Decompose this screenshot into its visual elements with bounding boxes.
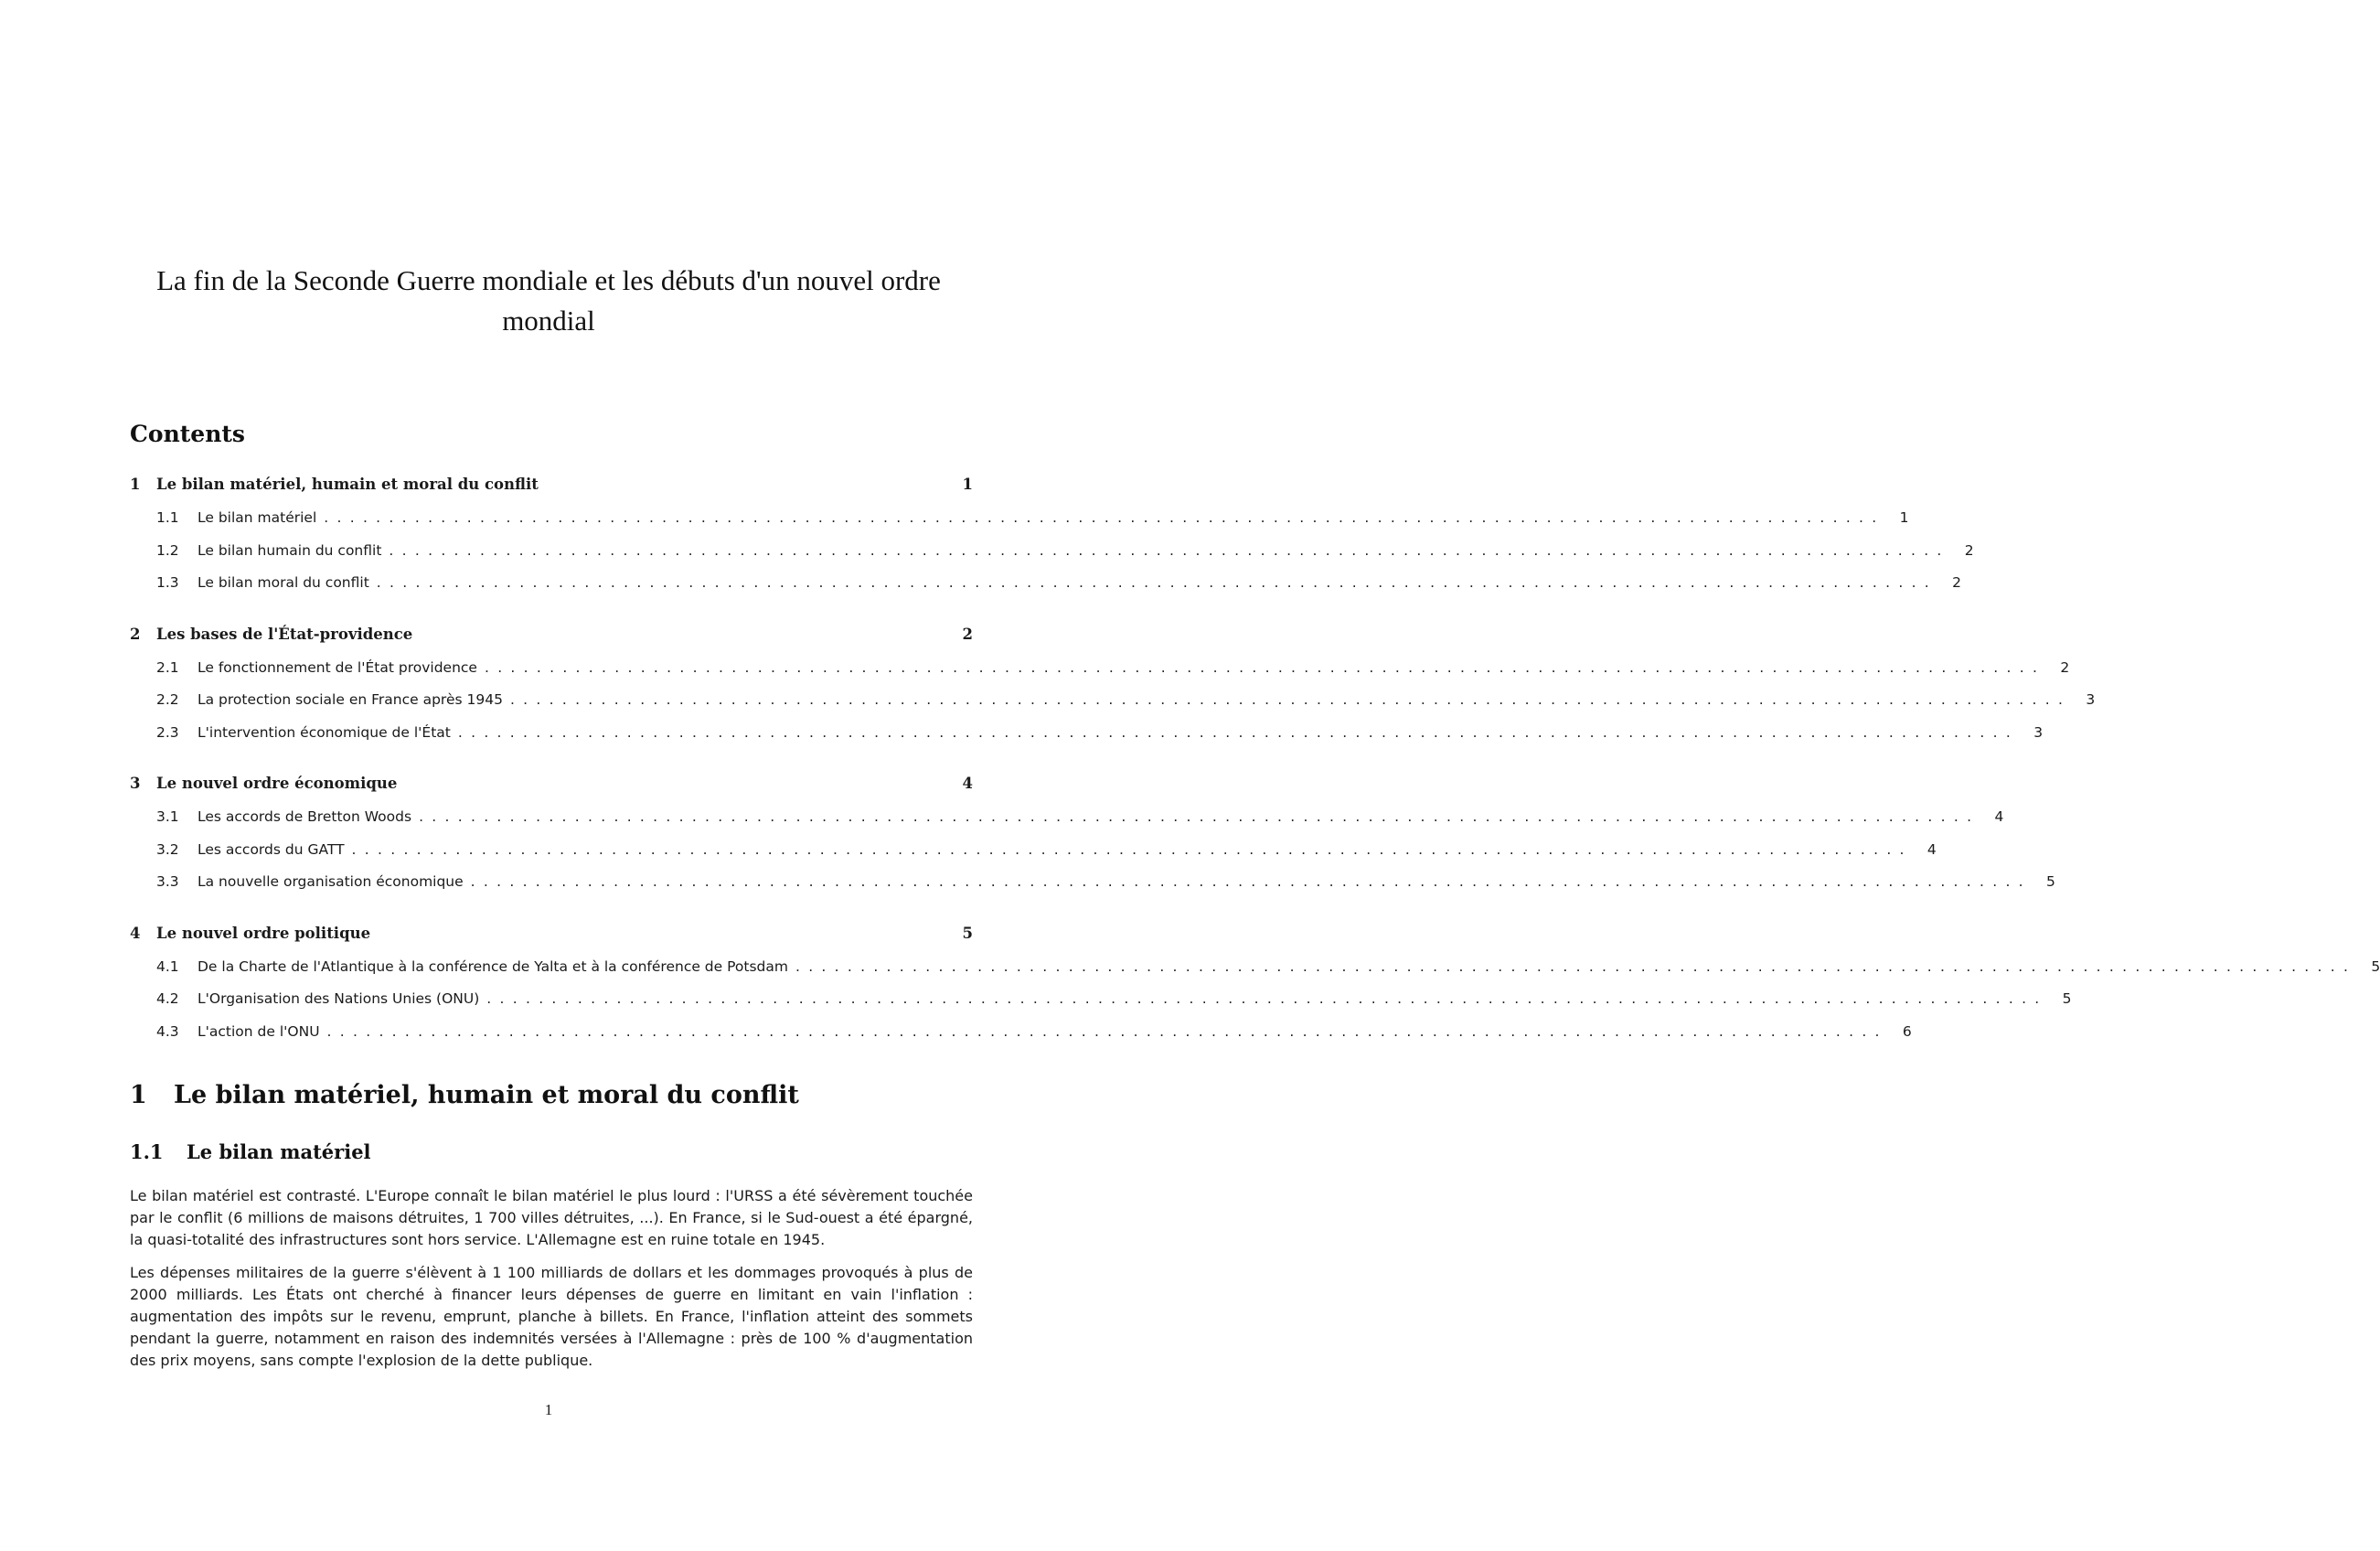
- toc-entry-section[interactable]: [130, 626, 973, 659]
- toc-number: 2: [130, 625, 141, 643]
- toc-page-number: 2: [962, 625, 973, 643]
- toc-number: 2.2: [156, 691, 179, 708]
- toc-title: De la Charte de l'Atlantique à la conférence de Yalta et à la conférence de Potsdam: [197, 957, 788, 975]
- subsection-heading: [130, 1140, 371, 1163]
- toc-title: Les accords du GATT: [197, 840, 345, 858]
- section-number: 1: [130, 1081, 147, 1109]
- toc-title: Le bilan moral du conflit: [197, 574, 369, 591]
- toc-page-number: 2: [1964, 541, 1974, 559]
- toc-leader-dots: ........................................................................................................................: [470, 873, 2032, 890]
- toc-page-number: 5: [2046, 873, 2055, 890]
- toc-number: 3: [130, 775, 141, 792]
- page-number: 1: [544, 1401, 553, 1418]
- toc-leader-dots: ........................................................................................................................: [486, 990, 2048, 1007]
- toc-page-number: 1: [962, 476, 973, 493]
- toc-entry-subsection[interactable]: [130, 1022, 1912, 1056]
- toc-title: Les accords de Bretton Woods: [197, 808, 412, 825]
- toc-page-number: 3: [2086, 691, 2096, 708]
- toc-page-number: 6: [1902, 1022, 1912, 1040]
- toc-entry-subsection[interactable]: [130, 840, 1937, 874]
- toc-page-number: 5: [2062, 990, 2072, 1007]
- toc-page-number: 5: [962, 924, 973, 942]
- toc-page-number: 4: [962, 775, 973, 792]
- toc-number: 2.1: [156, 658, 179, 676]
- toc-page-number: 4: [1926, 840, 1937, 858]
- toc-section: [130, 625, 2096, 757]
- toc-page-number: 4: [1994, 808, 2004, 825]
- toc-leader-dots: ........................................................................................................................: [419, 808, 1980, 825]
- toc-leader-dots: ........................................................................................................................: [389, 541, 1950, 559]
- toc-leader-dots: ........................................................................................................................: [376, 574, 1938, 591]
- toc-number: 4: [130, 924, 141, 942]
- toc-title: Le nouvel ordre politique: [156, 924, 371, 942]
- toc-title: La nouvelle organisation économique: [197, 873, 464, 890]
- toc-title: La protection sociale en France après 1945: [197, 691, 503, 708]
- toc-number: 4.2: [156, 990, 179, 1007]
- toc-title: Les bases de l'État-providence: [156, 625, 413, 643]
- toc-number: 1.1: [156, 509, 179, 526]
- toc-section: [130, 476, 1974, 607]
- toc-entry-subsection[interactable]: [130, 990, 2072, 1023]
- toc-section: [130, 924, 2380, 1056]
- toc-title: Le bilan matériel, humain et moral du conflit: [156, 476, 539, 493]
- toc-page-number: 2: [2060, 658, 2070, 676]
- toc-number: 3.2: [156, 840, 179, 858]
- toc-entry-subsection[interactable]: [130, 658, 2070, 692]
- toc-leader-dots: ........................................................................................................................: [351, 840, 1913, 858]
- toc-page-number: 3: [2033, 723, 2044, 741]
- toc-number: 4.3: [156, 1022, 179, 1040]
- subsection-number: 1.1: [130, 1140, 164, 1163]
- toc-number: 4.1: [156, 957, 179, 975]
- toc-leader-dots: ........................................................................................................................: [326, 1022, 1888, 1040]
- toc-page-number: 2: [1952, 574, 1962, 591]
- toc-number: 3.3: [156, 873, 179, 890]
- toc-number: 3.1: [156, 808, 179, 825]
- toc-leader-dots: ........................................................................................................................: [509, 691, 2072, 708]
- table-of-contents: [130, 476, 2380, 1074]
- toc-entry-section[interactable]: [130, 476, 973, 509]
- toc-entry-subsection[interactable]: [130, 808, 2004, 841]
- document-title: La fin de la Seconde Guerre mondiale et les débuts d'un nouvel ordre mondial: [156, 264, 941, 337]
- toc-entry-subsection[interactable]: [130, 541, 1974, 575]
- toc-leader-dots: ........................................................................................................................: [457, 723, 2020, 741]
- toc-number: 1.2: [156, 541, 179, 559]
- toc-entry-subsection[interactable]: [130, 723, 2044, 757]
- toc-number: 1: [130, 476, 141, 493]
- body-text: [130, 1185, 973, 1383]
- paragraph: Le bilan matériel est contrasté. L'Europe connaît le bilan matériel le plus lourd : l'URSS a été sévèrement touchée par le conflit (6 millions de maisons détruites, 1 700 villes détruites, ...). En France, si le Sud-ouest a été épargné, la quasi-totalité des infrastructures sont hors service. L'Allemagne est en ruine totale en 1945.: [130, 1187, 973, 1249]
- toc-title: Le nouvel ordre économique: [156, 775, 398, 792]
- toc-entry-subsection[interactable]: [130, 509, 1909, 542]
- toc-page-number: 5: [2371, 957, 2380, 975]
- toc-number: 2.3: [156, 723, 179, 741]
- toc-section: [130, 775, 2055, 906]
- toc-leader-dots: ........................................................................................................................: [324, 509, 1885, 526]
- toc-title: L'action de l'ONU: [197, 1022, 320, 1040]
- toc-leader-dots: ........................................................................................................................: [795, 957, 2357, 975]
- toc-title: Le fonctionnement de l'État providence: [197, 658, 477, 676]
- toc-title: L'Organisation des Nations Unies (ONU): [197, 990, 480, 1007]
- section-heading: [130, 1081, 799, 1109]
- contents-heading: Contents: [130, 421, 246, 447]
- toc-title: Le bilan humain du conflit: [197, 541, 382, 559]
- toc-title: L'intervention économique de l'État: [197, 723, 451, 741]
- toc-leader-dots: ........................................................................................................................: [484, 658, 2046, 676]
- toc-title: Le bilan matériel: [197, 509, 317, 526]
- toc-number: 1.3: [156, 574, 179, 591]
- toc-entry-subsection[interactable]: [130, 574, 1962, 607]
- toc-page-number: 1: [1899, 509, 1909, 526]
- toc-entry-section[interactable]: [130, 925, 973, 958]
- subsection-title: Le bilan matériel: [187, 1140, 371, 1163]
- toc-entry-subsection[interactable]: [130, 957, 2380, 991]
- paragraph: Les dépenses militaires de la guerre s'élèvent à 1 100 milliards de dollars et les dommages provoqués à plus de 2000 milliards. Les États ont cherché à financer leurs dépenses de guerre en limitant en vain l'inflation : augmentation des impôts sur le revenu, emprunt, planche à billets. En France, l'inflation atteint des sommets pendant la guerre, notamment en raison des indemnités versées à l'Allemagne : près de 100 % d'augmentation des prix moyens, sans compte l'explosion de la dette publique.: [130, 1263, 973, 1370]
- toc-entry-section[interactable]: [130, 775, 973, 808]
- toc-entry-subsection[interactable]: [130, 691, 2096, 724]
- section-title: Le bilan matériel, humain et moral du conflit: [174, 1081, 799, 1109]
- toc-entry-subsection[interactable]: [130, 873, 2055, 906]
